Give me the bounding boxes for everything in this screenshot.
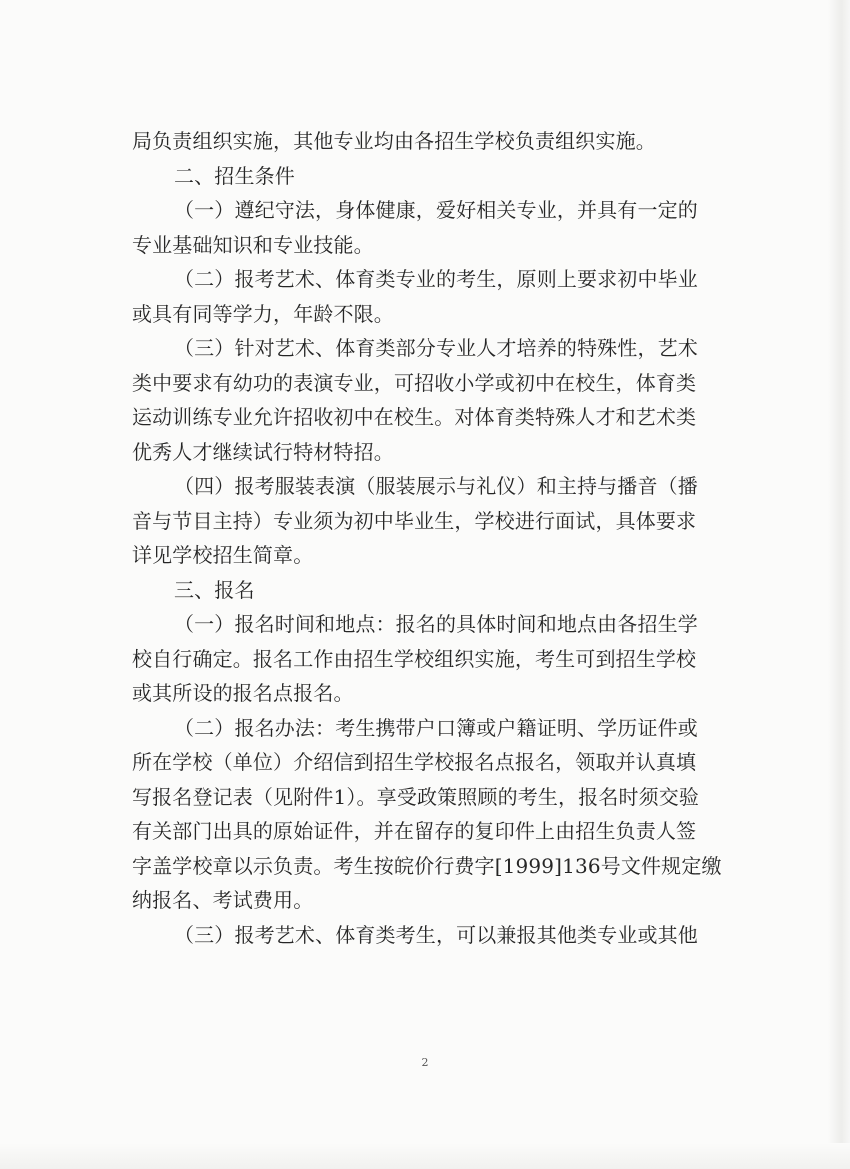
text-line: 局负责组织实施，其他专业均由各招生学校负责组织实施。 (132, 129, 656, 153)
text-line: 纳报名、考试费用。 (132, 888, 314, 912)
text-line: 类中要求有幼功的表演专业，可招收小学或初中在校生，体育类 (132, 370, 697, 395)
page-number: 2 (421, 1056, 429, 1069)
scan-edge-bottom (0, 1143, 850, 1169)
text-line: 详见学校招生简章。 (132, 543, 314, 567)
text-line: 所在学校（单位）介绍信到招生学校报名点报名，领取并认真填 (132, 750, 697, 774)
scan-edge-right (828, 0, 850, 1169)
text-line: 优秀人才继续试行特材特招。 (132, 439, 394, 464)
text-line: 字盖学校章以示负责。考生按皖价行费字[1999]136号文件规定缴 (132, 853, 722, 878)
text-line: 校自行确定。报名工作由招生学校组织实施，考生可到招生学校 (132, 646, 697, 671)
text-line: （四）报考服装表演（服装展示与礼仪）和主持与播音（播 (174, 474, 698, 498)
text-line: 写报名登记表（见附件1）。享受政策照顾的考生，报名时须交验 (132, 784, 700, 809)
text-line: （三）报考艺术、体育类考生，可以兼报其他类专业或其他 (174, 922, 698, 947)
text-line: 有关部门出具的原始证件，并在留存的复印件上由招生负责人签 (132, 819, 697, 843)
text-line: （二）报名办法：考生携带户口簿或户籍证明、学历证件或 (174, 715, 698, 740)
text-line: （二）报考艺术、体育类专业的考生，原则上要求初中毕业 (174, 267, 698, 291)
document-body (132, 124, 744, 952)
text-line: 或具有同等学力，年龄不限。 (132, 301, 394, 326)
text-line: （一）报名时间和地点：报名的具体时间和地点由各招生学 (174, 612, 698, 636)
text-line: （三）针对艺术、体育类部分专业人才培养的特殊性，艺术 (174, 336, 698, 360)
section-heading-registration: 三、报名 (174, 577, 255, 602)
text-line: （一）遵纪守法，身体健康，爱好相关专业，并具有一定的 (174, 198, 698, 222)
text-line: 运动训练专业允许招收初中在校生。对体育类特殊人才和艺术类 (132, 405, 697, 429)
section-heading-enrollment-conditions: 二、招生条件 (174, 163, 295, 188)
text-line: 音与节目主持）专业须为初中毕业生，学校进行面试，具体要求 (132, 508, 697, 533)
text-line: 或其所设的报名点报名。 (132, 681, 354, 705)
text-line: 专业基础知识和专业技能。 (132, 232, 374, 257)
